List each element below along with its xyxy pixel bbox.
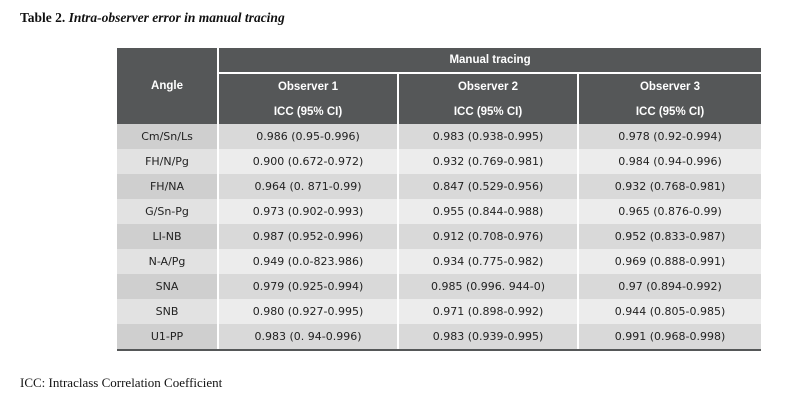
observer-1-header: Observer 1	[218, 73, 398, 99]
value-cell: 0.980 (0.927-0.995)	[218, 299, 398, 324]
group-header: Manual tracing	[218, 48, 761, 73]
table-row	[117, 249, 761, 274]
value-cell: 0.944 (0.805-0.985)	[578, 299, 761, 324]
observer-3-header: Observer 3	[578, 73, 761, 99]
angle-cell: N-A/Pg	[117, 249, 218, 274]
table-header	[117, 48, 761, 124]
angle-cell: SNB	[117, 299, 218, 324]
table-row	[117, 124, 761, 149]
value-cell: 0.983 (0.939-0.995)	[398, 324, 578, 350]
table-row	[117, 149, 761, 174]
angle-cell: FH/N/Pg	[117, 149, 218, 174]
value-cell: 0.97 (0.894-0.992)	[578, 274, 761, 299]
footnote: ICC: Intraclass Correlation Coefficient	[20, 375, 223, 390]
metric-header-2: ICC (95% CI)	[398, 99, 578, 124]
value-cell: 0.991 (0.968-0.998)	[578, 324, 761, 350]
data-table	[117, 48, 761, 351]
value-cell: 0.932 (0.768-0.981)	[578, 174, 761, 199]
angle-cell: SNA	[117, 274, 218, 299]
value-cell: 0.932 (0.769-0.981)	[398, 149, 578, 174]
value-cell: 0.986 (0.95-0.996)	[218, 124, 398, 149]
value-cell: 0.847 (0.529-0.956)	[398, 174, 578, 199]
value-cell: 0.965 (0.876-0.99)	[578, 199, 761, 224]
angle-cell: Cm/Sn/Ls	[117, 124, 218, 149]
observer-2-header: Observer 2	[398, 73, 578, 99]
value-cell: 0.955 (0.844-0.988)	[398, 199, 578, 224]
caption-title: Intra-observer error in manual tracing	[68, 10, 285, 25]
angle-cell: FH/NA	[117, 174, 218, 199]
value-cell: 0.971 (0.898-0.992)	[398, 299, 578, 324]
value-cell: 0.969 (0.888-0.991)	[578, 249, 761, 274]
value-cell: 0.973 (0.902-0.993)	[218, 199, 398, 224]
table-row	[117, 224, 761, 249]
table-row	[117, 199, 761, 224]
value-cell: 0.984 (0.94-0.996)	[578, 149, 761, 174]
value-cell: 0.912 (0.708-0.976)	[398, 224, 578, 249]
value-cell: 0.983 (0.938-0.995)	[398, 124, 578, 149]
caption-label: Table 2.	[20, 10, 66, 25]
table-row	[117, 299, 761, 324]
angle-cell: G/Sn-Pg	[117, 199, 218, 224]
value-cell: 0.985 (0.996. 944-0)	[398, 274, 578, 299]
value-cell: 0.934 (0.775-0.982)	[398, 249, 578, 274]
angle-cell: LI-NB	[117, 224, 218, 249]
angle-header: Angle	[117, 48, 218, 124]
table-row	[117, 274, 761, 299]
value-cell: 0.983 (0. 94-0.996)	[218, 324, 398, 350]
metric-header-3: ICC (95% CI)	[578, 99, 761, 124]
table-row	[117, 174, 761, 199]
table-body	[117, 124, 761, 350]
value-cell: 0.964 (0. 871-0.99)	[218, 174, 398, 199]
table-caption	[20, 10, 285, 26]
value-cell: 0.987 (0.952-0.996)	[218, 224, 398, 249]
metric-header-1: ICC (95% CI)	[218, 99, 398, 124]
value-cell: 0.900 (0.672-0.972)	[218, 149, 398, 174]
table-row	[117, 324, 761, 350]
value-cell: 0.952 (0.833-0.987)	[578, 224, 761, 249]
value-cell: 0.978 (0.92-0.994)	[578, 124, 761, 149]
value-cell: 0.949 (0.0-823.986)	[218, 249, 398, 274]
angle-cell: U1-PP	[117, 324, 218, 350]
value-cell: 0.979 (0.925-0.994)	[218, 274, 398, 299]
